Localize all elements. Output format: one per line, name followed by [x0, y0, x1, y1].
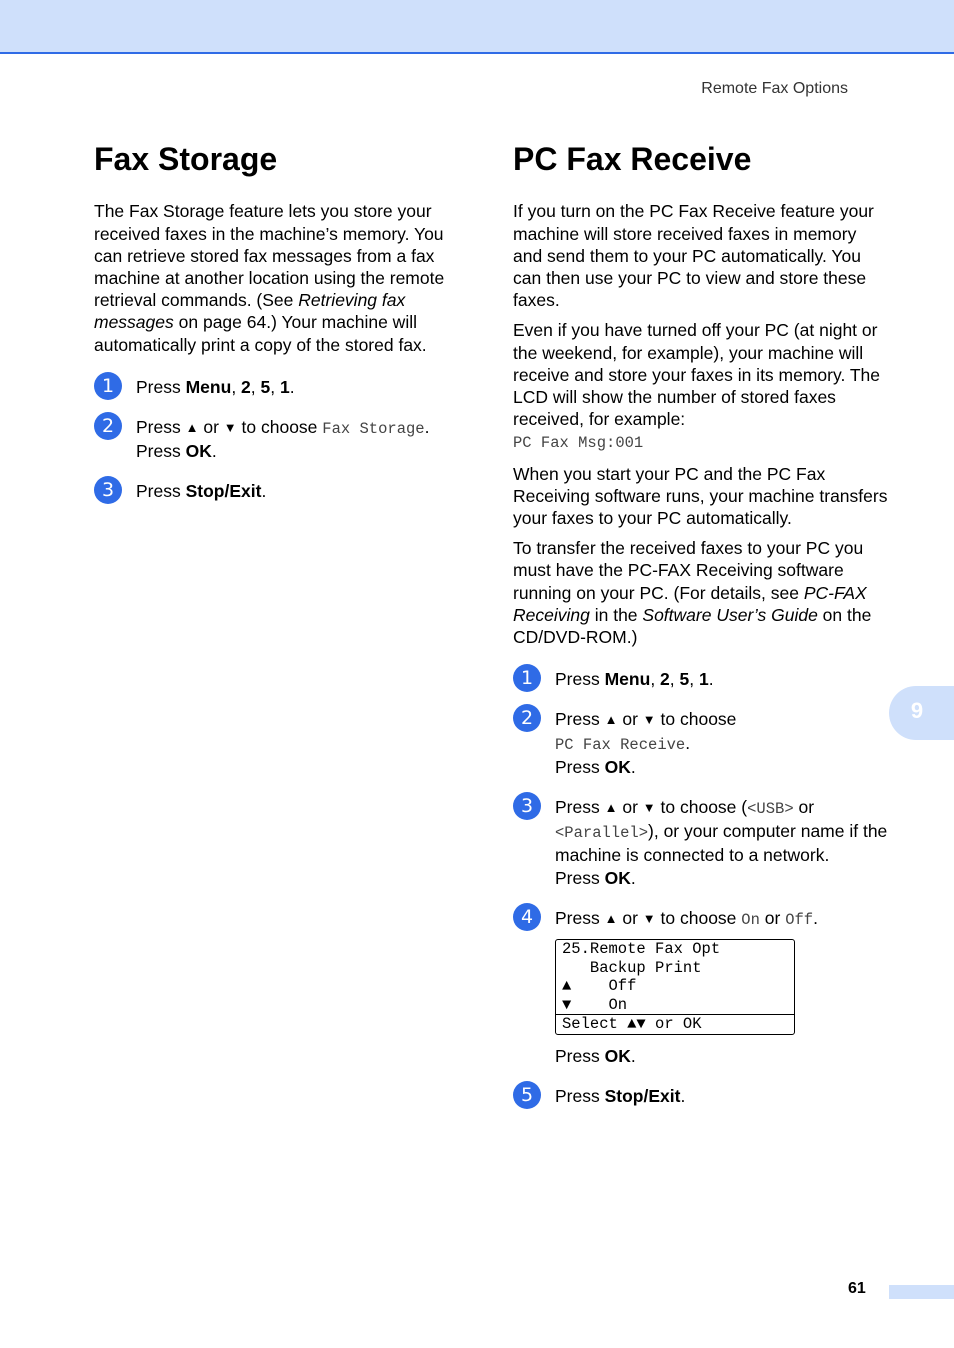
- fax-storage-step-3: 3 Press Stop/Exit.: [94, 480, 464, 502]
- lcd-footer: Select ▲▼ or OK: [556, 1014, 794, 1034]
- fax-storage-step-1: 1 Press Menu, 2, 5, 1.: [94, 376, 464, 398]
- lcd-display-panel: [555, 939, 795, 1035]
- pc-fax-step-1: 1 Press Menu, 2, 5, 1.: [513, 668, 888, 690]
- down-arrow-icon: ▼: [223, 420, 237, 436]
- down-arrow-icon: ▼: [642, 800, 656, 816]
- header-band: [0, 0, 954, 54]
- pc-fax-paragraph-4: To transfer the received faxes to your PC you must have the PC-FAX Receiving software running on your PC. (For details, see PC-FAX Receiving in the Software User’s Guide on the CD/DVD-ROM.): [513, 538, 872, 648]
- lcd-option-text: PC Fax Receive: [555, 735, 686, 754]
- chapter-number: 9: [910, 698, 924, 723]
- lcd-option-text: Off: [785, 910, 814, 929]
- cross-reference: Retrieving fax messages: [94, 290, 406, 333]
- pc-fax-step-5: 5 Press Stop/Exit.: [513, 1085, 888, 1107]
- fax-storage-section: [94, 140, 464, 521]
- step-number-badge: 2: [513, 704, 541, 732]
- lcd-line: ▼ On: [562, 995, 628, 1014]
- cross-reference: Software User’s Guide: [642, 604, 818, 625]
- step-number-badge: 3: [513, 792, 541, 820]
- running-header: Remote Fax Options: [701, 80, 848, 97]
- lcd-option-text: On: [741, 910, 760, 929]
- chapter-tab: [889, 686, 954, 740]
- step-number-badge: 1: [94, 372, 122, 400]
- pc-fax-step-3: 3 Press ▲ or ▼ to choose (<USB> or <Parallel>), or your computer name if the machine is connected to a network. Press OK.: [513, 796, 888, 889]
- step-number-badge: 4: [513, 903, 541, 931]
- lcd-line: Backup Print: [562, 958, 702, 977]
- fax-storage-heading: Fax Storage: [94, 141, 278, 177]
- up-arrow-icon: ▲: [604, 712, 618, 728]
- step-number-badge: 1: [513, 664, 541, 692]
- page-number: 61: [848, 1280, 866, 1297]
- lcd-example-text: PC Fax Msg:001: [513, 434, 644, 453]
- pc-fax-step-2: 2 Press ▲ or ▼ to choose PC Fax Receive. Press OK.: [513, 708, 888, 778]
- down-arrow-icon: ▼: [642, 712, 656, 728]
- lcd-line: 25.Remote Fax Opt: [562, 940, 721, 959]
- step-number-badge: 2: [94, 412, 122, 440]
- pc-fax-step-4: 4 Press ▲ or ▼ to choose On or Off. 25.Remote Fax Opt Backup Print ▲ Off ▼ On Select ▲▼ or OK Press OK.: [513, 907, 888, 1067]
- up-arrow-icon: ▲: [604, 910, 618, 926]
- up-arrow-icon: ▲: [185, 420, 199, 436]
- page-number-bar: [889, 1285, 954, 1299]
- press-ok-instruction: Press OK.: [555, 1046, 636, 1067]
- pc-fax-receive-heading: PC Fax Receive: [513, 141, 752, 177]
- step-number-badge: 5: [513, 1081, 541, 1109]
- down-arrow-icon: ▼: [642, 910, 656, 926]
- cross-reference: PC-FAX Receiving: [513, 582, 867, 625]
- fax-storage-step-2: 2 Press ▲ or ▼ to choose Fax Storage. Press OK.: [94, 416, 464, 462]
- pc-fax-receive-section: [513, 140, 888, 1125]
- fax-storage-intro: The Fax Storage feature lets you store your received faxes in the machine’s memory. You can retrieve stored fax messages from a fax machine at another location using the remote retrieval commands. (See Retrieving fax messages on page 64.) Your machine will automatically print a copy of the stored fax.: [94, 201, 445, 355]
- pc-fax-paragraph-3: When you start your PC and the PC Fax Receiving software runs, your machine transfers your faxes to your PC automatically.: [513, 463, 888, 529]
- lcd-option-text: <Parallel>: [555, 824, 649, 843]
- lcd-line: ▲ Off: [562, 977, 637, 996]
- step-number-badge: 3: [94, 476, 122, 504]
- up-arrow-icon: ▲: [604, 800, 618, 816]
- pc-fax-paragraph-2: Even if you have turned off your PC (at night or the weekend, for example), your machine will receive and store your faxes in its memory. The LCD will show the number of stored faxes received, for example: PC Fax Msg:001: [513, 320, 881, 453]
- pc-fax-paragraph-1: If you turn on the PC Fax Receive feature your machine will store received faxes in memory and send them to your PC automatically. You can then use your PC to view and store these faxes.: [513, 201, 874, 311]
- lcd-option-text: Fax Storage: [322, 420, 425, 439]
- lcd-option-text: <USB>: [747, 800, 794, 819]
